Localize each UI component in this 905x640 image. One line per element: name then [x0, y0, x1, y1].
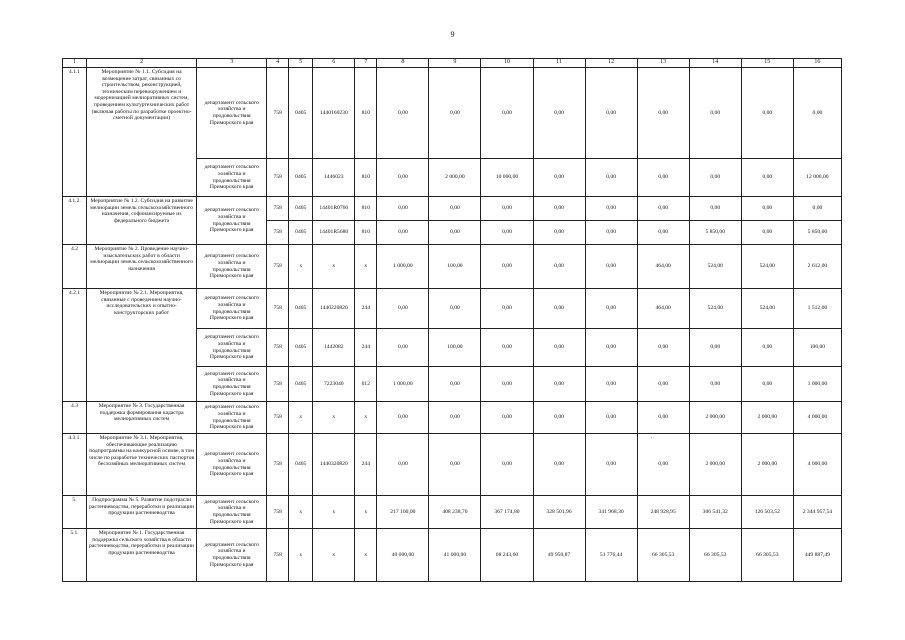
amount-cell: 0,00 [481, 245, 533, 289]
amount-cell: 408 238,70 [429, 496, 481, 529]
amount-cell: 0,00 [481, 197, 533, 221]
section-code: 0405 [289, 289, 313, 329]
total-cell: 100,00 [793, 329, 841, 367]
grbs-code: 758 [267, 329, 289, 367]
amount-cell: 0,00 [585, 434, 637, 496]
page-number: 9 [450, 30, 455, 39]
department: департамент сельского хозяйства и продовольствия Приморского края [197, 402, 267, 434]
target-code: 1440160230 [313, 68, 355, 159]
table-row [63, 245, 842, 289]
column-header: 14 [689, 59, 741, 68]
item-name: Мероприятие № 2.1. Мероприятия, связанные с проведением научно-исследовательских и опытно-конструкторских работ [87, 289, 197, 402]
amount-cell: 10 000,00 [481, 159, 533, 197]
amount-cell: 0,00 [377, 197, 429, 221]
column-header: 10 [481, 59, 533, 68]
amount-cell: 0,00 [377, 159, 429, 197]
target-code: 14401R5680 [313, 221, 355, 245]
amount-cell: 100,00 [429, 245, 481, 289]
amount-cell: 0,00 [533, 289, 585, 329]
column-header: 9 [429, 59, 481, 68]
target-code: 1440320820 [313, 434, 355, 496]
amount-cell: 0,00 [481, 68, 533, 159]
amount-cell: 0,00 [585, 329, 637, 367]
amount-cell: 0,00 [637, 68, 689, 159]
section-code: х [289, 245, 313, 289]
amount-cell: 0,00 [429, 367, 481, 402]
amount-cell: 0,00 [741, 68, 793, 159]
amount-cell: 217 100,00 [377, 496, 429, 529]
total-cell: 0,00 [793, 197, 841, 221]
amount-cell: 0,00 [429, 221, 481, 245]
amount-cell: 341 968,30 [585, 496, 637, 529]
header-row [63, 59, 842, 68]
column-header: 15 [741, 59, 793, 68]
amount-cell: 66 305,53 [689, 529, 741, 582]
amount-cell: 0,00 [429, 197, 481, 221]
amount-cell: 0,00 [377, 402, 429, 434]
section-code: 0405 [289, 197, 313, 221]
amount-cell: 51 776,44 [585, 529, 637, 582]
department: департамент сельского хозяйства и продовольствия Приморского края [197, 159, 267, 197]
department: департамент сельского хозяйства и продовольствия Приморского края [197, 197, 267, 245]
target-code: 1440220820 [313, 289, 355, 329]
grbs-code: 758 [267, 245, 289, 289]
column-header: 2 [87, 59, 197, 68]
amount-cell: 0,00 [481, 434, 533, 496]
amount-cell: 0,00 [533, 68, 585, 159]
expense-type: 810 [355, 221, 377, 245]
table-row [63, 289, 842, 329]
total-cell: 1 000,00 [793, 367, 841, 402]
amount-cell: 0,00 [637, 221, 689, 245]
section-code: х [289, 529, 313, 582]
expense-type: 244 [355, 329, 377, 367]
amount-cell: 0,00 [637, 367, 689, 402]
amount-cell: 524,00 [741, 245, 793, 289]
item-number: 4.1.1 [63, 68, 87, 197]
expense-type: х [355, 496, 377, 529]
table-row [63, 496, 842, 529]
amount-cell: 0,00 [429, 68, 481, 159]
target-code: 7223040 [313, 367, 355, 402]
amount-cell: 0,00 [741, 329, 793, 367]
amount-cell: 1 000,00 [377, 245, 429, 289]
total-cell: 5 850,00 [793, 221, 841, 245]
department: департамент сельского хозяйства и продовольствия Приморского края [197, 329, 267, 367]
amount-cell: 0,00 [481, 367, 533, 402]
table-row [63, 434, 842, 496]
amount-cell: 0,00 [689, 197, 741, 221]
amount-cell: 0,00 [377, 434, 429, 496]
amount-cell: 0,00 [481, 289, 533, 329]
amount-cell: 0,00 [637, 329, 689, 367]
amount-cell: 0,00 [689, 329, 741, 367]
amount-cell: 0,00 [377, 289, 429, 329]
section-code: 0405 [289, 367, 313, 402]
amount-cell: 2 000,00 [741, 434, 793, 496]
amount-cell: 0,00 [429, 402, 481, 434]
total-cell: 2 344 957,54 [793, 496, 841, 529]
expense-type: 810 [355, 68, 377, 159]
column-header: 16 [793, 59, 841, 68]
grbs-code: 758 [267, 159, 289, 197]
amount-cell: 0,00 [637, 402, 689, 434]
amount-cell: 328 501,96 [533, 496, 585, 529]
column-header: 5 [289, 59, 313, 68]
amount-cell: 0,00 [689, 367, 741, 402]
item-number: 4.2.1 [63, 289, 87, 402]
column-header: 6 [313, 59, 355, 68]
department: департамент сельского хозяйства и продовольствия Приморского края [197, 434, 267, 496]
amount-cell: 0,00 [429, 434, 481, 496]
table-row [63, 529, 842, 582]
amount-cell: 40 000,00 [377, 529, 429, 582]
item-name: Мероприятие № 1.2. Субсидия на развитие мелиорации земель сельскохозяйственного назначения, софинансируемые из федерального бюджета [87, 197, 197, 245]
target-code: х [313, 496, 355, 529]
amount-cell: 66 305,53 [637, 529, 689, 582]
item-name: Мероприятие № 3.1. Мероприятия, обеспечивающие реализацию подпрограммы на конкурсной основе, в том числе по разработке технических паспортов бесхозяйных мелиоративных систем [87, 434, 197, 496]
amount-cell: 0,00 [585, 367, 637, 402]
item-name: Мероприятие № 3. Государственная поддержка формирования кадастра мелиоративных систем [87, 402, 197, 434]
column-header: 3 [197, 59, 267, 68]
item-number: 4.3 [63, 402, 87, 434]
amount-cell: 0,00 [585, 289, 637, 329]
amount-cell: 5 850,00 [689, 221, 741, 245]
amount-cell: 66 305,53 [741, 529, 793, 582]
amount-cell: 0,00 [481, 221, 533, 245]
department: департамент сельского хозяйства и продовольствия Приморского края [197, 367, 267, 402]
amount-cell: 0,00 [481, 329, 533, 367]
item-name: Подпрограмма № 5. Развитие подотрасли растениеводства, переработки и реализации продукции растениеводства [87, 496, 197, 529]
column-header: 12 [585, 59, 637, 68]
amount-cell: 0,00 [377, 68, 429, 159]
target-code: х [313, 402, 355, 434]
amount-cell: 0,00 [585, 221, 637, 245]
amount-cell: 248 928,95 [637, 496, 689, 529]
total-cell: 12 000,00 [793, 159, 841, 197]
amount-cell: 0,00 [377, 329, 429, 367]
amount-cell: 0,00 [637, 197, 689, 221]
section-code: х [289, 402, 313, 434]
budget-table [62, 58, 842, 582]
amount-cell: 0,00 [585, 402, 637, 434]
table-row [63, 197, 842, 221]
column-header: 11 [533, 59, 585, 68]
amount-cell: 0,00 [533, 245, 585, 289]
amount-cell: 68 243,60 [481, 529, 533, 582]
amount-cell: 0,00 [429, 289, 481, 329]
amount-cell: 0,00 [533, 402, 585, 434]
amount-cell: 0,00 [741, 221, 793, 245]
amount-cell: 464,00 [637, 289, 689, 329]
total-cell: 4 000,00 [793, 402, 841, 434]
expense-type: 244 [355, 289, 377, 329]
amount-cell: 0,00 [637, 159, 689, 197]
total-cell: 0,00 [793, 68, 841, 159]
amount-cell: 0,00 [377, 221, 429, 245]
amount-cell: 49 950,87 [533, 529, 585, 582]
grbs-code: 758 [267, 496, 289, 529]
target-code: х [313, 529, 355, 582]
department: департамент сельского хозяйства и продовольствия Приморского края [197, 496, 267, 529]
amount-cell: 0,00 [689, 68, 741, 159]
department: департамент сельского хозяйства и продовольствия Приморского края [197, 289, 267, 329]
amount-cell: 0,00 [637, 434, 689, 496]
target-code: 1446023 [313, 159, 355, 197]
amount-cell: 0,00 [741, 159, 793, 197]
amount-cell: 524,00 [689, 289, 741, 329]
grbs-code: 758 [267, 197, 289, 221]
total-cell: 2 612,00 [793, 245, 841, 289]
item-number: 5.1. [63, 529, 87, 582]
target-code: х [313, 245, 355, 289]
amount-cell: 41 000,00 [429, 529, 481, 582]
department: департамент сельского хозяйства и продовольствия Приморского края [197, 529, 267, 582]
amount-cell: 2 000,00 [741, 402, 793, 434]
amount-cell: 0,00 [533, 159, 585, 197]
expense-type: х [355, 529, 377, 582]
amount-cell: 0,00 [585, 245, 637, 289]
amount-cell: 0,00 [585, 197, 637, 221]
stray-mark: . [651, 434, 653, 440]
section-code: 0405 [289, 434, 313, 496]
expense-type: 810 [355, 197, 377, 221]
section-code: 0405 [289, 329, 313, 367]
amount-cell: 0,00 [689, 159, 741, 197]
expense-type: 012 [355, 367, 377, 402]
total-cell: 4 000,00 [793, 434, 841, 496]
amount-cell: 1 000,00 [377, 367, 429, 402]
item-name: Мероприятие № 1. Государственная поддержка сельского хозяйства в области растениеводства, переработки и реализации продукции растениеводства [87, 529, 197, 582]
amount-cell: 0,00 [585, 159, 637, 197]
item-number: 4.3.1. [63, 434, 87, 496]
amount-cell: 464,00 [637, 245, 689, 289]
amount-cell: 524,00 [689, 245, 741, 289]
item-name: Мероприятие № 1.1. Субсидия на возмещение затрат, связанных со строительством, реконструкцией, техническим перевооружением и модернизацией мелиоративных систем, проведением культуртехнических работ (включая работы по разработке проектно-сметной документации) [87, 68, 197, 197]
amount-cell: 126 503,52 [741, 496, 793, 529]
grbs-code: 758 [267, 367, 289, 402]
section-code: 0405 [289, 221, 313, 245]
grbs-code: 758 [267, 68, 289, 159]
total-cell: 1 512,00 [793, 289, 841, 329]
grbs-code: 758 [267, 434, 289, 496]
section-code: 0405 [289, 159, 313, 197]
expense-type: х [355, 245, 377, 289]
department: департамент сельского хозяйства и продовольствия Приморского края [197, 245, 267, 289]
column-header: 13 [637, 59, 689, 68]
table-row [63, 68, 842, 159]
target-code: 1442082 [313, 329, 355, 367]
grbs-code: 758 [267, 289, 289, 329]
table-row [63, 402, 842, 434]
amount-cell: 367 174,80 [481, 496, 533, 529]
amount-cell: 100,00 [429, 329, 481, 367]
grbs-code: 758 [267, 402, 289, 434]
column-header: 4 [267, 59, 289, 68]
section-code: 0405 [289, 68, 313, 159]
item-number: 4.1.2. [63, 197, 87, 245]
item-number: 5. [63, 496, 87, 529]
section-code: х [289, 496, 313, 529]
target-code: 14401R0760 [313, 197, 355, 221]
item-number: 4.2 [63, 245, 87, 289]
amount-cell: 306 541,32 [689, 496, 741, 529]
amount-cell: 2 000,00 [689, 402, 741, 434]
department: департамент сельского хозяйства и продовольствия Приморского края [197, 68, 267, 159]
column-header: 1 [63, 59, 87, 68]
total-cell: 449 887,49 [793, 529, 841, 582]
amount-cell: 0,00 [533, 197, 585, 221]
expense-type: 244 [355, 434, 377, 496]
amount-cell: 0,00 [533, 367, 585, 402]
item-name: Мероприятие № 2. Проведение научно-изыскательских работ в области мелиорации земель сельскохозяйственного назначения [87, 245, 197, 289]
amount-cell: 0,00 [533, 329, 585, 367]
grbs-code: 758 [267, 529, 289, 582]
amount-cell: 0,00 [533, 221, 585, 245]
expense-type: х [355, 402, 377, 434]
amount-cell: 0,00 [481, 402, 533, 434]
amount-cell: 2 000,00 [689, 434, 741, 496]
amount-cell: 0,00 [741, 197, 793, 221]
column-header: 8 [377, 59, 429, 68]
column-header: 7 [355, 59, 377, 68]
amount-cell: 524,00 [741, 289, 793, 329]
amount-cell: 0,00 [585, 68, 637, 159]
amount-cell: 2 000,00 [429, 159, 481, 197]
amount-cell: 0,00 [741, 367, 793, 402]
amount-cell: 0,00 [533, 434, 585, 496]
expense-type: 810 [355, 159, 377, 197]
grbs-code: 758 [267, 221, 289, 245]
